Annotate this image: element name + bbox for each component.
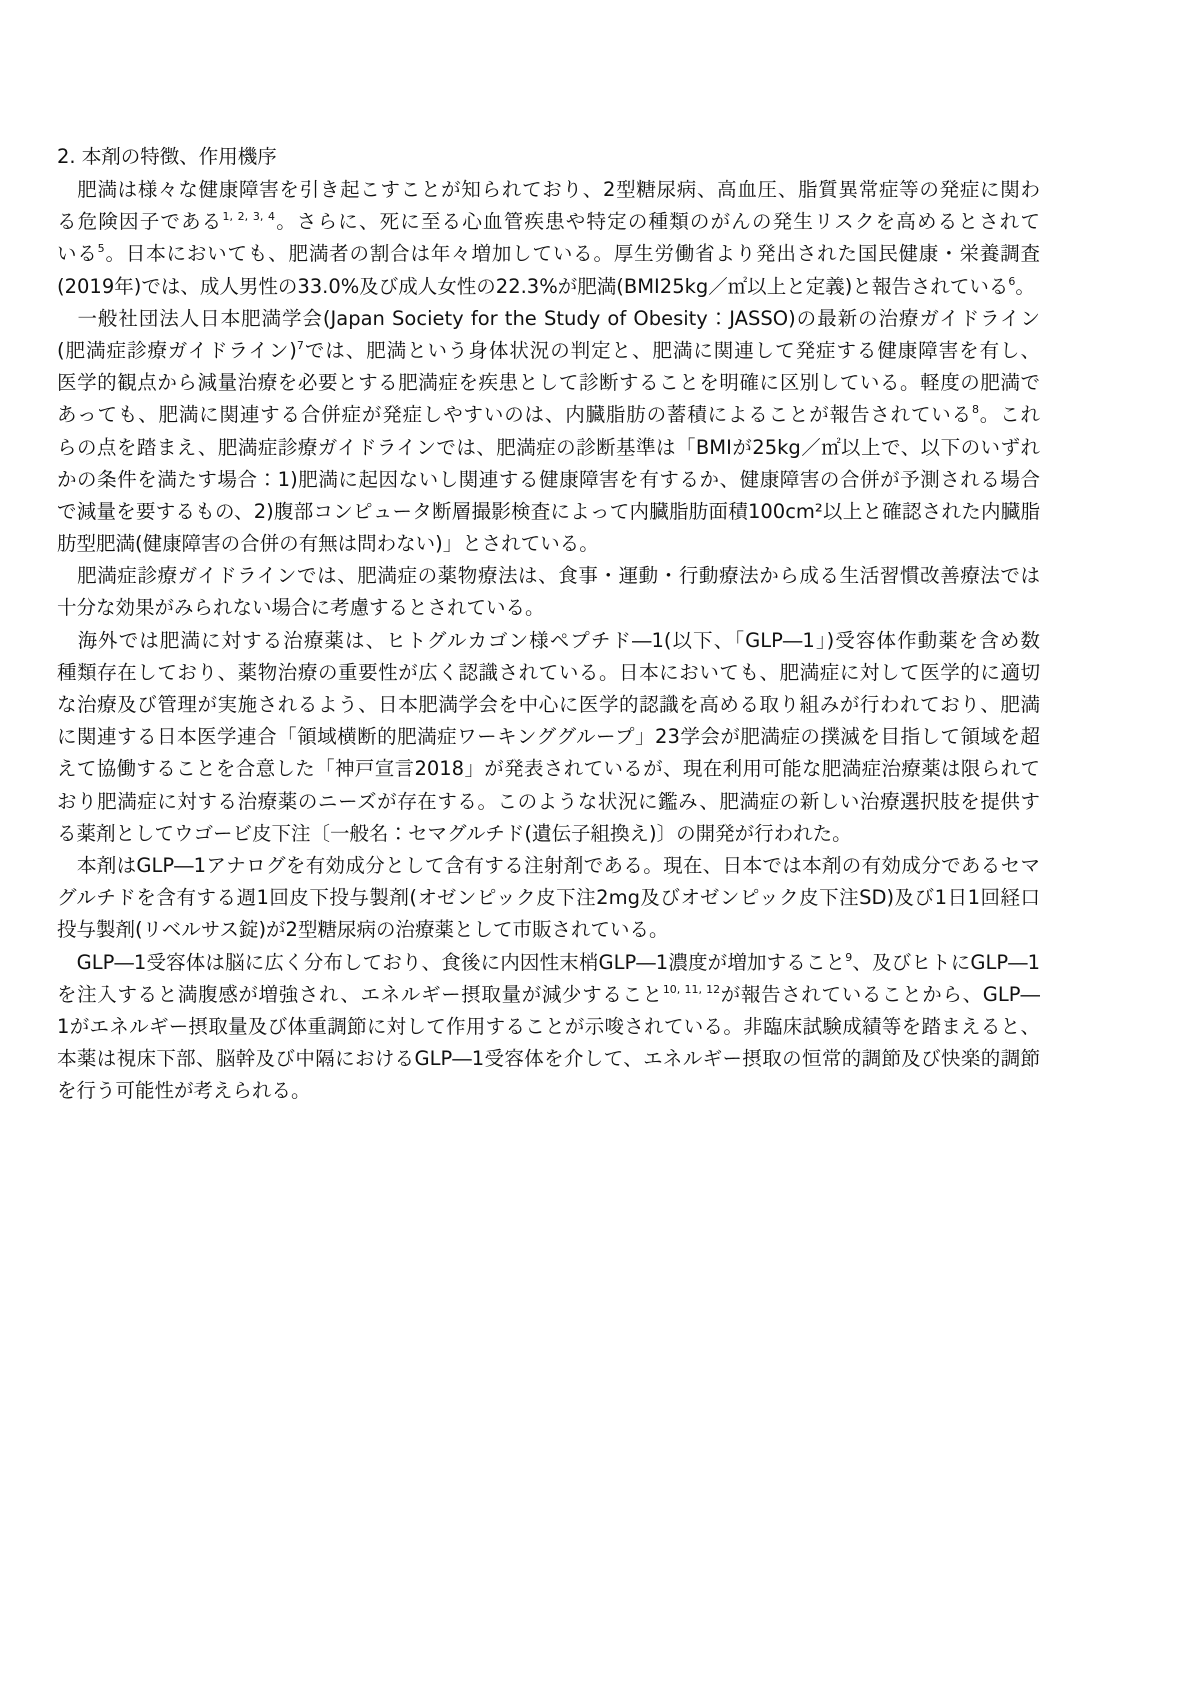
text-run: では、肥満という身体状況の判定と、肥満に関連して発症する健康障害を有し、	[303, 338, 1040, 362]
text-line	[57, 560, 1040, 592]
text-run: GLP―1受容体は脳に広く分布しており、食後に内因性末梢GLP―1濃度が増加すること	[57, 950, 846, 974]
text-run: 。	[1015, 274, 1035, 298]
text-run: 。日本においても、肥満者の割合は年々増加している。厚生労働省より発出された国民健康・栄養調査	[104, 242, 1040, 266]
text-line	[57, 1043, 1040, 1075]
text-run: あっても、肥満に関連する合併症が発症しやすいのは、内臓脂肪の蓄積によることが報告されている	[57, 403, 972, 427]
document-body	[57, 139, 1040, 1107]
text-line	[57, 335, 1040, 367]
text-line	[57, 947, 1040, 979]
text-run: な治療及び管理が実施されるよう、日本肥満学会を中心に医学的認識を高める取り組みが行われており、肥満	[57, 693, 1040, 716]
text-run: (肥満症診療ガイドライン)	[57, 338, 297, 362]
paragraph	[57, 625, 1040, 850]
text-line	[57, 496, 1040, 528]
text-line	[57, 399, 1040, 431]
text-line	[57, 271, 1040, 303]
text-line	[57, 464, 1040, 496]
text-run: おり肥満症に対する治療薬のニーズが存在する。このような状況に鑑み、肥満症の新しい治療選択肢を提供す	[57, 789, 1040, 813]
text-run: (2019年)では、成人男性の33.0%及び成人女性の22.3%が肥満(BMI25kg／㎡以上と定義)と報告されている	[57, 274, 1009, 298]
paragraph	[57, 303, 1040, 561]
text-line	[57, 238, 1040, 270]
text-run: で減量を要するもの、2)腹部コンピュータ断層撮影検査によって内臓脂肪面積100cm²以上と確認された内臓脂	[57, 499, 1040, 523]
text-run: 肥満は様々な健康障害を引き起こすことが知られており、2型糖尿病、高血圧、脂質異常症等の発症に関わ	[57, 178, 1040, 201]
reference-superscript: 9	[845, 950, 853, 964]
text-run: えて協働することを合意した「神戸宣言2018」が発表されているが、現在利用可能な肥満症治療薬は限られて	[57, 757, 1040, 781]
text-line	[57, 786, 1040, 818]
text-line	[57, 625, 1040, 657]
text-line	[57, 753, 1040, 785]
text-run: に関連する日本医学連合「領域横断的肥満症ワーキンググループ」23学会が肥満症の撲滅を目指して領域を超	[57, 725, 1040, 749]
text-run: 。これ	[978, 403, 1040, 427]
text-run: 一般社団法人日本肥満学会(Japan Society for the Study of Obesity：JASSO)の最新の治療ガイドライン	[57, 306, 1040, 330]
reference-superscript: 8	[971, 403, 979, 417]
text-line	[57, 206, 1040, 238]
text-line	[57, 818, 1040, 850]
text-run: 。さらに、死に至る心血管疾患や特定の種類のがんの発生リスクを高めるとされて	[275, 210, 1040, 234]
text-line	[57, 850, 1040, 882]
reference-superscript: 6	[1008, 274, 1016, 288]
reference-superscript: 7	[296, 338, 304, 352]
text-run: いる	[57, 242, 98, 266]
section-title: 2. 本剤の特徴、作用機序	[57, 145, 277, 168]
text-line	[57, 303, 1040, 335]
text-line	[57, 657, 1040, 689]
text-line	[57, 592, 1040, 624]
text-run: 肪型肥満(健康障害の合併の有無は問わない)」とされている。	[57, 532, 599, 556]
text-run: 海外では肥満に対する治療薬は、ヒトグルカゴン様ペプチド―1(以下、「GLP―1」)受容体作動薬を含め数	[57, 628, 1040, 652]
text-run: 、及びヒトにGLP―1	[852, 950, 1041, 974]
text-run: グルチドを含有する週1回皮下投与製剤(オゼンピック皮下注2mg及びオゼンピック皮下注SD)及び1日1回経口	[57, 886, 1040, 910]
text-run: る薬剤としてウゴービ皮下注〔一般名：セマグルチド(遺伝子組換え)〕の開発が行われた。	[57, 821, 852, 845]
paragraphs	[57, 174, 1040, 1107]
text-line	[57, 914, 1040, 946]
paragraph	[57, 560, 1040, 624]
text-line	[57, 1011, 1040, 1043]
text-run: が報告されていることから、GLP―	[720, 982, 1041, 1006]
text-run: かの条件を満たす場合：1)肥満に起因ないし関連する健康障害を有するか、健康障害の合併が予測される場合	[57, 467, 1040, 491]
text-line	[57, 432, 1040, 464]
text-run: 肥満症診療ガイドラインでは、肥満症の薬物療法は、食事・運動・行動療法から成る生活習慣改善療法では	[57, 564, 1040, 588]
paragraph	[57, 947, 1040, 1108]
text-line	[57, 689, 1040, 721]
text-line	[57, 882, 1040, 914]
text-line	[57, 979, 1040, 1011]
text-run: 本剤はGLP―1アナログを有効成分として含有する注射剤である。現在、日本では本剤の有効成分であるセマ	[57, 853, 1040, 877]
paragraph	[57, 174, 1040, 303]
text-line	[57, 528, 1040, 560]
text-run: 本薬は視床下部、脳幹及び中隔におけるGLP―1受容体を介して、エネルギー摂取の恒常的調節及び快楽的調節	[57, 1047, 1040, 1071]
text-run: らの点を踏まえ、肥満症診療ガイドラインでは、肥満症の診断基準は「BMIが25kg／㎡以上で、以下のいずれ	[57, 435, 1040, 459]
text-run: る危険因子である	[57, 210, 223, 234]
text-run: 十分な効果がみられない場合に考慮するとされている。	[57, 596, 545, 620]
text-run: 種類存在しており、薬物治療の重要性が広く認識されている。日本においても、肥満症に対して医学的に適切	[57, 660, 1040, 684]
text-run: 1がエネルギー摂取量及び体重調節に対して作用することが示唆されている。非臨床試験成績等を踏まえると、	[57, 1014, 1040, 1038]
text-line	[57, 174, 1040, 206]
text-run: 医学的観点から減量治療を必要とする肥満症を疾患として診断することを明確に区別している。軽度の肥満で	[57, 371, 1040, 395]
reference-superscript: 1, 2, 3, 4	[222, 210, 276, 224]
text-run: を行う可能性が考えられる。	[57, 1079, 311, 1103]
paragraph	[57, 850, 1040, 947]
text-run: を注入すると満腹感が増強され、エネルギー摂取量が減少すること	[57, 982, 663, 1006]
text-line	[57, 1075, 1040, 1107]
reference-superscript: 5	[97, 242, 105, 256]
text-line	[57, 367, 1040, 399]
text-line	[57, 721, 1040, 753]
text-run: 投与製剤(リベルサス錠)が2型糖尿病の治療薬として市販されている。	[57, 918, 669, 942]
reference-superscript: 10, 11, 12	[662, 982, 721, 996]
